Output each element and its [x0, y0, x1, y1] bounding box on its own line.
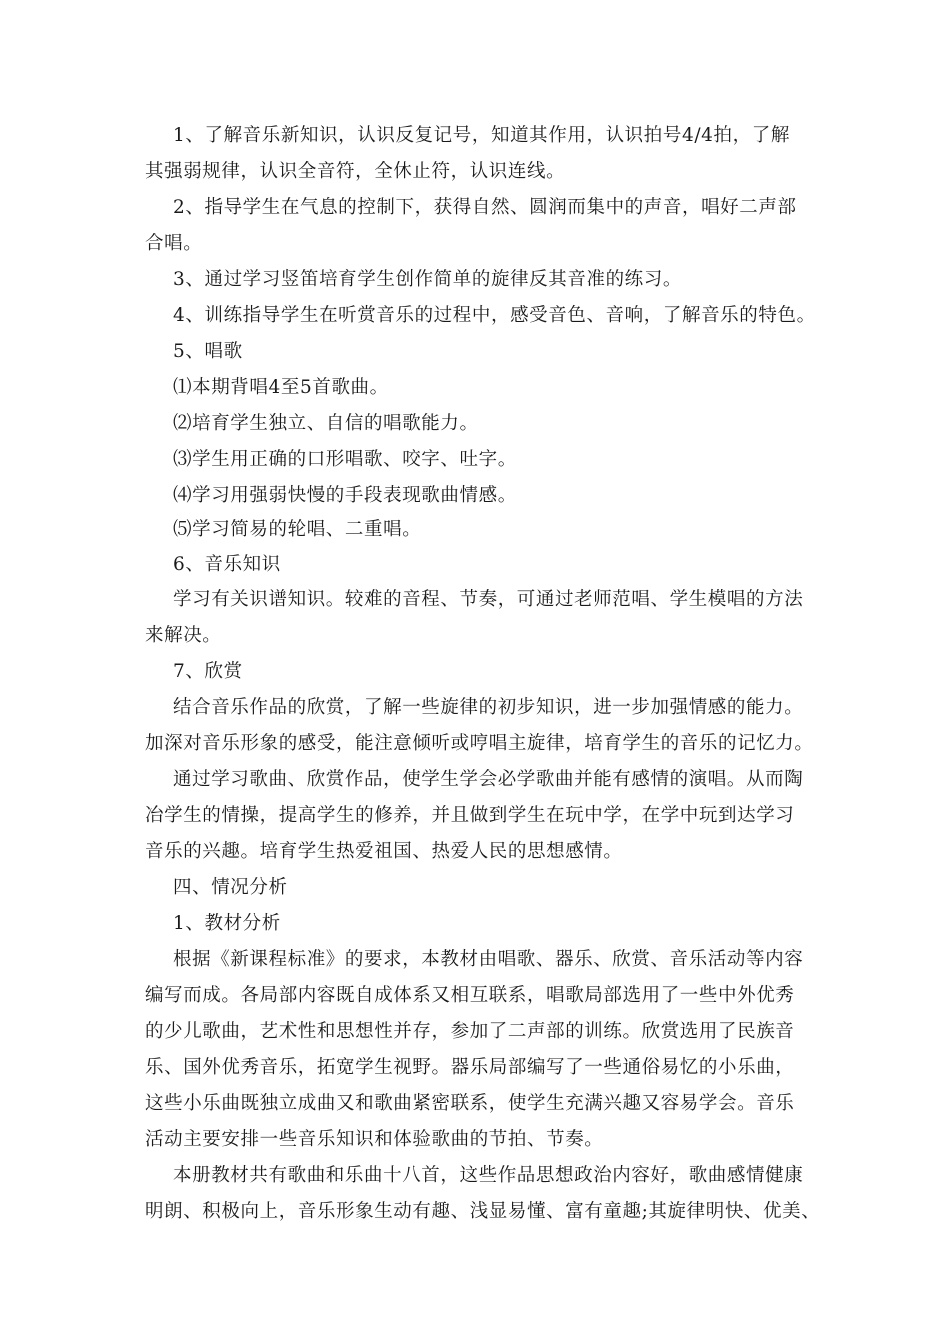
text-line: 4、训练指导学生在听赏音乐的过程中，感受音色、音响，了解音乐的特色。 [173, 305, 816, 326]
text-line: 6、音乐知识 [173, 554, 281, 575]
text-line: ⑵培育学生独立、自信的唱歌能力。 [173, 413, 479, 434]
text-line: 合唱。 [145, 233, 203, 254]
text-line: ⑴本期背唱4至5首歌曲。 [173, 377, 389, 398]
text-line: 冶学生的情操，提高学生的修养，并且做到学生在玩中学，在学中玩到达学习 [145, 805, 795, 826]
text-line: 本册教材共有歌曲和乐曲十八首，这些作品思想政治内容好，歌曲感情健康 [173, 1165, 804, 1186]
text-line: 来解决。 [145, 625, 222, 646]
text-line: ⑷学习用强弱快慢的手段表现歌曲情感。 [173, 485, 517, 506]
text-line: 3、通过学习竖笛培育学生创作简单的旋律反其音准的练习。 [173, 269, 682, 290]
text-line: 活动主要安排一些音乐知识和体验歌曲的节拍、节奏。 [145, 1129, 604, 1150]
text-line: ⑶学生用正确的口形唱歌、咬字、吐字。 [173, 449, 517, 470]
subsection-heading: 1、教材分析 [173, 913, 281, 934]
text-line: 5、唱歌 [173, 341, 243, 362]
text-line: 根据《新课程标准》的要求，本教材由唱歌、器乐、欣赏、音乐活动等内容 [173, 949, 804, 970]
text-line: 结合音乐作品的欣赏，了解一些旋律的初步知识，进一步加强情感的能力。 [173, 697, 804, 718]
text-line: 2、指导学生在气息的控制下，获得自然、圆润而集中的声音，唱好二声部 [173, 197, 797, 218]
text-line: 加深对音乐形象的感受，能注意倾听或哼唱主旋律，培育学生的音乐的记忆力。 [145, 733, 814, 754]
text-line: 明朗、积极向上，音乐形象生动有趣、浅显易懂、富有童趣;其旋律明快、优美、 [145, 1201, 821, 1222]
text-line: 这些小乐曲既独立成曲又和歌曲紧密联系，使学生充满兴趣又容易学会。音乐 [145, 1093, 795, 1114]
text-line: 7、欣赏 [173, 661, 243, 682]
text-line: ⑸学习简易的轮唱、二重唱。 [173, 519, 422, 540]
text-line: 通过学习歌曲、欣赏作品，使学生学会必学歌曲并能有感情的演唱。从而陶 [173, 769, 804, 790]
text-line: 编写而成。各局部内容既自成体系又相互联系，唱歌局部选用了一些中外优秀 [145, 985, 795, 1006]
section-heading: 四、情况分析 [173, 877, 288, 898]
text-line: 学习有关识谱知识。较难的音程、节奏，可通过老师范唱、学生模唱的方法 [173, 589, 804, 610]
text-line: 的少儿歌曲，艺术性和思想性并存，参加了二声部的训练。欣赏选用了民族音 [145, 1021, 795, 1042]
text-line: 1、了解音乐新知识，认识反复记号，知道其作用，认识拍号4/4拍，了解 [173, 125, 790, 146]
text-line: 其强弱规律，认识全音符，全休止符，认识连线。 [145, 161, 566, 182]
text-line: 音乐的兴趣。培育学生热爱祖国、热爱人民的思想感情。 [145, 841, 623, 862]
text-line: 乐、国外优秀音乐，拓宽学生视野。器乐局部编写了一些通俗易忆的小乐曲， [145, 1057, 795, 1078]
